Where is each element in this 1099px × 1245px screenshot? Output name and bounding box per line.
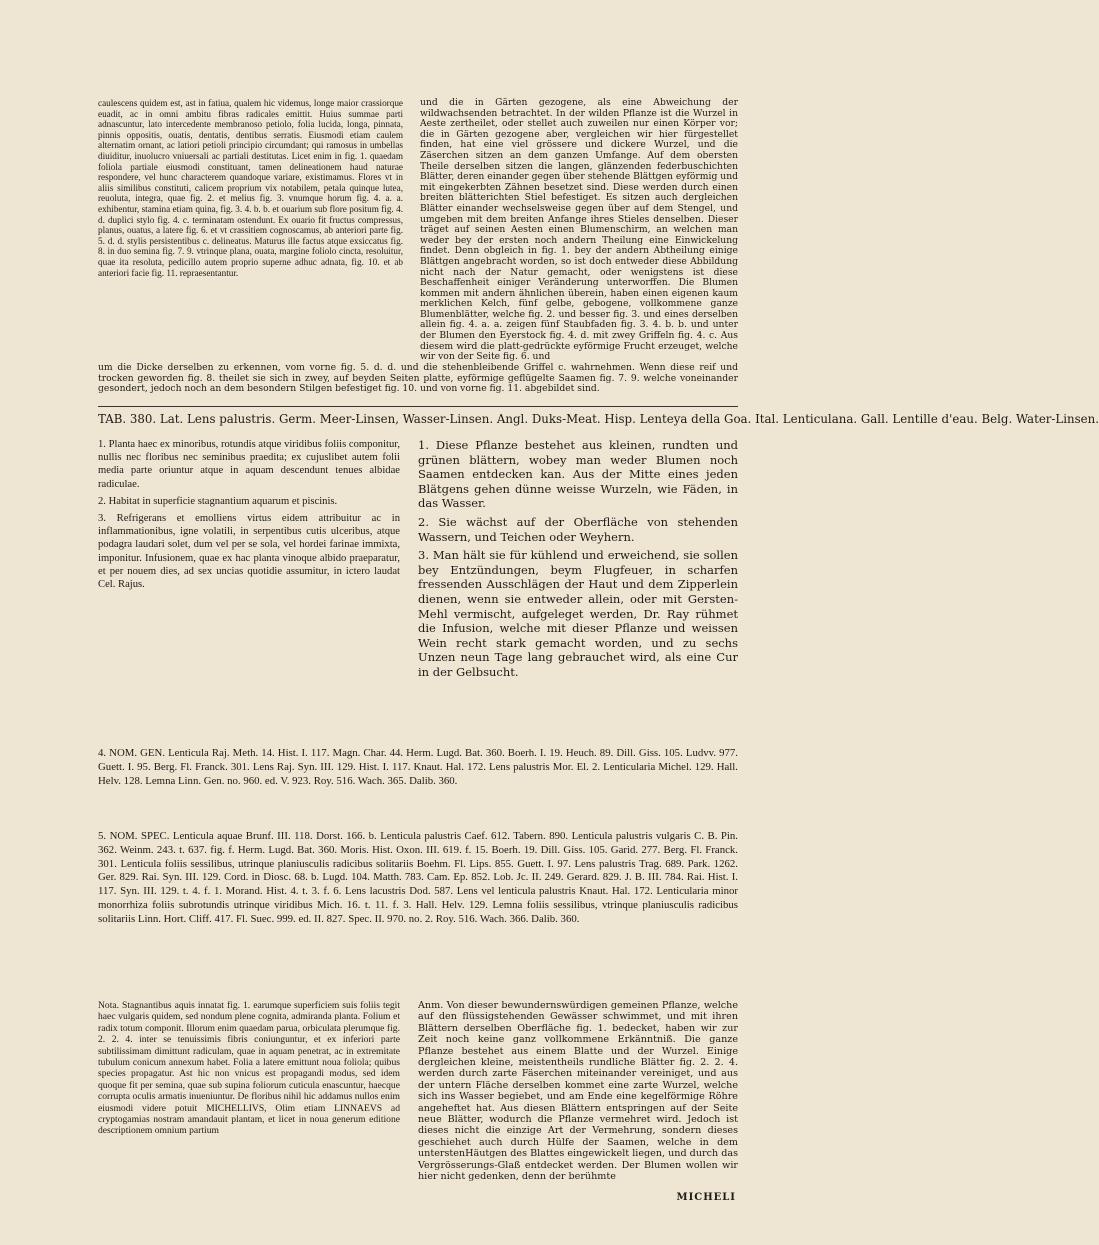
latin-item-2: 2. Habitat in superficie stagnantium aquarum et piscinis. xyxy=(98,495,338,507)
nota-german-text: Anm. Von dieser bewundernswürdigen gemeinen Pflanze, welche auf den flüssigstehenden Gewässer schwimmet, und mit ihren Blättern derselben Oberfläche fig. 1. bedecket, haben wir zur Zeit noch keine ganz vollkommene Erkänntniß. Die ganze Pflanze bestehet aus einem Blatte und der Wurzel. Einige dergleichen kleine, meistentheils rundliche Blätter fig. 2. 2. 4. werden durch zarte Fäserchen miteinander vereiniget, und aus der untern Fläche derselben kommet eine zarte Wurzel, welche sich ins Wasser begiebet, und am Ende eine kegelförmige Röhre angeheftet hat. Aus diesen Blättern entspringen auf der Seite neue Blätter, wodurch die Pflanze vermehret wird. Jedoch ist dieses nicht die einzige Art der Vermehrung, sondern dieses geschiehet auch durch Hülfe der Saamen, welche in dem unterstenHäutgen des Blattes eingewickelt liegen, und durch das Vergrösserungs-Glaß entdecket werden. Der Blumen wollen wir hier nicht gedenken, denn der berühmte xyxy=(418,1000,738,1183)
nota-german-column xyxy=(418,1000,738,1187)
german-item-2: 2. Sie wächst auf der Oberfläche von stehenden Wassern, und Teichen oder Weyhern. xyxy=(418,514,738,544)
catchword: MICHELI xyxy=(676,1192,736,1203)
nota-latin-column xyxy=(98,1000,400,1141)
latin-numbered-column xyxy=(98,438,400,595)
latin-item-3: 3. Refrigerans et emolliens virtus eidem attribuitur ac in inflammationibus, igne volatili, in serpentibus cutis ulceribus, atque podagra laudari solet, dum vel per se sola, vel hordei farinae immixta, imponitur. Infusionem, quae ex hac planta vinoque albido praeparatur, et per nouem dies, ad sex uncias quotidie assumitur, in ictero laudat Cel. Rajus. xyxy=(98,513,400,591)
plate-heading: TAB. 380. Lat. Lens palustris. Germ. Meer-Linsen, Wasser-Linsen. Angl. Duks-Meat. Hisp. Lenteya della Goa. Ital. Lenticulana. Gall. Lentille d'eau. Belg. Water-Linsen. xyxy=(98,412,1099,426)
nota-latin-text: Nota. Stagnantibus aquis innatat fig. 1. earumque superficiem suis foliis tegit haec vulgaris quidem, sed nondum plene cognita, admiranda planta. Folium et radix totum componit. Illorum enim quaedam parua, orbiculata plerumque fig. 2. 2. 4. inter se tenuissimis fibris coniunguntur, et ex inferiori parte subtilissimam dimittunt radiculam, quae in aquam penetrat, ac in extremitate tubulum conicum annexum habet. Folia a latere emittunt noua foliola; quibus species propagatur. Ast hic non vnicus est propagandi modus, sed idem quoque fit per semina, quae sub supina foliorum cuticula enascuntur, haecque corrupta oculis armatis inueniuntur. De floribus nihil hic addamus nullos enim eiusmodi videre potuit MICHELLIVS, Olim etiam LINNAEVS ad cryptogamias nostram amandauit plantam, et licet in noua generum editione descriptionem omnium partium xyxy=(98,1000,400,1137)
section-divider xyxy=(98,406,738,407)
german-item-3: 3. Man hält sie für kühlend und erweichend, sie sollen bey Entzündungen, beym Flugfeuer, in scharfen fressenden Ausschlägen der Haut und dem Zipperlein dienen, wenn sie entweder allein, oder mit Gersten-Mehl vermischt, aufgeleget werden, Dr. Ray rühmet die Infusion, welche mit dieser Pflanze und weissen Wein recht stark gemacht worden, und zu sechs Unzen neun Tage lang gebrauchet wird, als eine Cur in der Gelbsucht. xyxy=(418,548,738,679)
top-latin-text: caulescens quidem est, ast in fatiua, qualem hic videmus, longe maior crassiorque euadit, ac in omni ambitu fibras radicales emittit. Huius summae parti adnascuntur, lato intercedente membranoso petiolo, folia lucida, longa, pinnata, pinnis oppositis, ouatis, dentatis, dentibus serratis. Eiusmodi etiam caulem alternatim ornant, ac latiori petioli principio circumdant; qui ramosus in umbellas diuiditur, inuolucro vniuersali ac partiali destitutas. Licet enim in fig. 1. quaedam foliola partiale eiusmodi constituant, tamen delineationem haud naturae respondere, vel hunc characterem quandoque variare, existimamus. Flores vt in aliis similibus constituti, calicem proprium vix notabilem, petala quinque lutea, reuoluta, integra, quae fig. 2. et melius fig. 3. vnumque horum fig. 4. a. a. exhibentur, stamina etiam quina, fig. 3. 4. b. b. et ouarium sub flore positum fig. 4. d. duplici stylo fig. 4. c. terminatam ostendunt. Ex ouario fit fructus compressus, planus, ouatus, a latere fig. 6. et vt crassitiem cognoscamus, ab anteriori parte fig. 5. d. d. stylis persistentibus c. delineatus. Maturus ille factus atque exsiccatus fig. 8. in duo semina fig. 7. 9. vtrinque plana, ouata, margine foliolo cincta, resoluitur, quae ita resoluta, pedicillo autem proprio superne adhuc adnata, fig. 10. et ab anteriori facie fig. 11. repraesentantur. xyxy=(98,98,403,278)
german-item-1: 1. Diese Pflanze bestehet aus kleinen, rundten und grünen blättern, wobey man weder Blumen noch Saamen entdecken kan. Aus der Mitte eines jeden Blätgens gehen dünne weisse Wurzeln, wie Fäden, in das Wasser. xyxy=(418,438,738,511)
latin-item-1: 1. Planta haec ex minoribus, rotundis atque viridibus foliis componitur, nullis nec floribus nec seminibus praedita; ex cujuslibet autem folii media parte oriuntur atque in aquam descendunt tenues albidae radiculae. xyxy=(98,439,400,490)
nomen-specificum-text: 5. NOM. SPEC. Lenticula aquae Brunf. III. 118. Dorst. 166. b. Lenticula palustris Caef. 612. Tabern. 890. Lenticula palustris vulgaris C. B. Pin. 362. Weinm. 243. t. 637. fig. f. Herm. Lugd. Bat. 360. Moris. Hist. Oxon. III. 619. f. 15. Boerh. 19. Dill. Giss. 105. Garid. 277. Berg. Fl. Franck. 301. Lenticula foliis sessilibus, utrinque planiusculis radicibus solitariis Boehm. Fl. Lips. 855. Guett. I. 97. Lens palustris Trag. 689. Park. 1262. Ger. 829. Rai. Syn. III. 129. Cord. in Diosc. 68. b. Lugd. 104. Matth. 783. Cam. Ep. 852. Lob. Jc. II. 249. Gerard. 829. J. B. III. 784. Rai. Hist. I. 117. Syn. III. 129. t. 4. f. 1. Morand. Hist. 4. t. 3. f. 6. Lens lacustris Dod. 587. Lens vel lenticula palustris Knaut. Hal. 172. Lenticularia minor monorrhiza foliis subrotundis utrinque viridibus Mich. 16. t. 11. f. 3. Hall. Helv. 129. Lemna foliis sessilibus, vtrinque planiusculis radicibus solitariis Linn. Hort. Cliff. 417. Fl. Suec. 999. ed. II. 827. Spec. II. 970. no. 2. Roy. 516. Wach. 366. Dalib. 360. xyxy=(98,830,738,925)
top-german-full-text: um die Dicke derselben zu erkennen, vom vorne fig. 5. d. d. und die stehenbleibende Griffel c. wahrnehmen. Wenn diese reif und trocken geworden fig. 8. theilet sie sich in zwey, auf beyden Seiten platte, eyförmige geflügelte Saamen fig. 7. 9. welche voneinander gesondert, jedoch noch an dem besondern Stilgen befestiget fig. 10. und von vorne fig. 11. abgebildet sind. xyxy=(98,362,738,395)
nomen-specificum xyxy=(98,830,738,931)
nomen-genericum xyxy=(98,747,738,792)
top-german-text: und die in Gärten gezogene, als eine Abweichung der wildwachsenden betrachtet. In der wilden Pflanze ist die Wurzel in Aeste zertheilet, oder stellet auch zuweilen nur einen Körper vor; die in Gärten gezogene aber, vergleichen wir hier fürgestellet finden, hat eine viel grössere und dickere Wurzel, und die Zäserchen sitzen an dem ganzen Umfange. Auf dem obersten Theile derselben sitzen die langen, glänzenden federbuschichten Blätter, deren einander gegen über stehende Blättgen eyförmig und mit eingekerbten Zähnen besetzet sind. Diese werden durch einen breiten blätterichten Stiel befestiget. Es sitzen auch dergleichen Blätter einander wechselsweise gegen über auf dem Stengel, und umgeben mit dem breiten Anfange ihres Stieles denselben. Dieser träget auf seinen Aesten einen Blumenschirm, an welchen man weder bey der ersten noch andern Theilung eine Einwickelung findet. Denn obgleich in fig. 1. bey der andern Abtheilung einige Blättgen angebracht worden, so ist doch entweder diese Abbildung nicht nach der Natur gemacht, oder wenigstens ist diese Beschaffenheit einiger Veränderung unterworffen. Die Blumen kommen mit andern ähnlichen überein, haben einen eigenen kaum merklichen Kelch, fünf gelbe, gebogene, vollkommene ganze Blumenblätter, welche fig. 2. und besser fig. 3. und eines derselben allein fig. 4. a. a. zeigen fünf Staubfaden fig. 3. 4. b. b. und unter der Blumen den Eyerstock fig. 4. d. mit zwey Griffeln fig. 4. c. Aus diesem wird die platt-gedrückte eyförmige Frucht erzeuget, welche wir von der Seite fig. 6. und xyxy=(420,97,738,363)
german-numbered-column xyxy=(418,438,738,684)
top-latin-column xyxy=(98,98,403,282)
nomen-genericum-text: 4. NOM. GEN. Lenticula Raj. Meth. 14. Hist. I. 117. Magn. Char. 44. Herm. Lugd. Bat. 360. Boerh. I. 19. Heuch. 89. Dill. Giss. 105. Ludvv. 977. Guett. I. 95. Berg. Fl. Franck. 301. Lens Raj. Syn. III. 129. Hist. I. 117. Knaut. Hal. 172. Lens palustris Mor. El. 2. Lenticularia Michel. 129. Hall. Helv. 128. Lemna Linn. Gen. no. 960. ed. V. 923. Roy. 516. Wach. 365. Dalib. 360. xyxy=(98,747,738,787)
top-german-full-width xyxy=(98,363,738,399)
top-german-column xyxy=(420,98,738,367)
